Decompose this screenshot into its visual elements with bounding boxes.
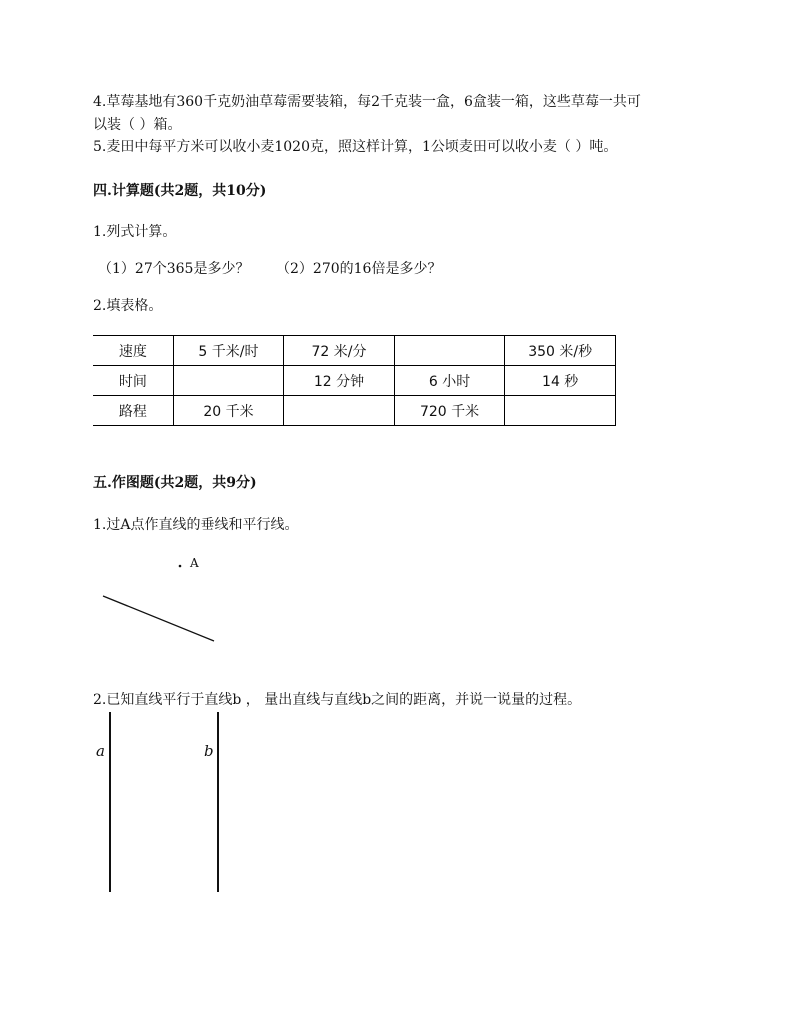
question-4-line-2: 以装（ ）箱。 [93, 117, 182, 133]
section-5-title: 五.作图题(共2题，共9分) [93, 475, 257, 491]
question-5: 5.麦田中每平方米可以收小麦1020克，照这样计算，1公顷麦田可以收小麦（ ）吨。 [93, 139, 618, 155]
table-cell [394, 336, 505, 366]
section-5-q1: 1.过A点作直线的垂线和平行线。 [93, 517, 299, 533]
section-4-title: 四.计算题(共2题，共10分) [93, 183, 267, 199]
table-cell [284, 396, 395, 426]
table-cell: 350 米/秒 [505, 336, 616, 366]
section-4-q1-part-a: （1）27个365是多少？ [98, 261, 250, 277]
point-a-dot [179, 565, 182, 568]
given-line [103, 596, 214, 641]
section-4-q1: 1.列式计算。 [93, 224, 177, 240]
table-cell: 12 分钟 [284, 366, 395, 396]
speed-time-distance-table [93, 335, 616, 426]
table-cell: 6 小时 [394, 366, 505, 396]
table-cell: 14 秒 [505, 366, 616, 396]
point-a-label: A [190, 556, 199, 570]
section-5-q2: 2.已知直线平行于直线b ， 量出直线与直线b之间的距离，并说一说量的过程。 [93, 692, 582, 708]
table-cell: 时间 [93, 366, 173, 396]
table-row-speed [93, 336, 616, 366]
table-cell: 5 千米/时 [173, 336, 284, 366]
table-cell: 20 千米 [173, 396, 284, 426]
question-4-line-1: 4.草莓基地有360千克奶油草莓需要装箱，每2千克装一盒，6盒装一箱，这些草莓一共可 [93, 94, 641, 110]
line-a-label: a [96, 742, 105, 760]
table-cell: 速度 [93, 336, 173, 366]
table-cell [173, 366, 284, 396]
section-4-q1-part-b: （2）270的16倍是多少？ [276, 261, 442, 277]
table-cell [505, 396, 616, 426]
table-row-distance [93, 396, 616, 426]
table-cell: 路程 [93, 396, 173, 426]
table-cell: 72 米/分 [284, 336, 395, 366]
table-cell: 720 千米 [394, 396, 505, 426]
section-4-q2: 2.填表格。 [93, 298, 163, 314]
line-b-label: b [204, 742, 214, 760]
table-row-time [93, 366, 616, 396]
